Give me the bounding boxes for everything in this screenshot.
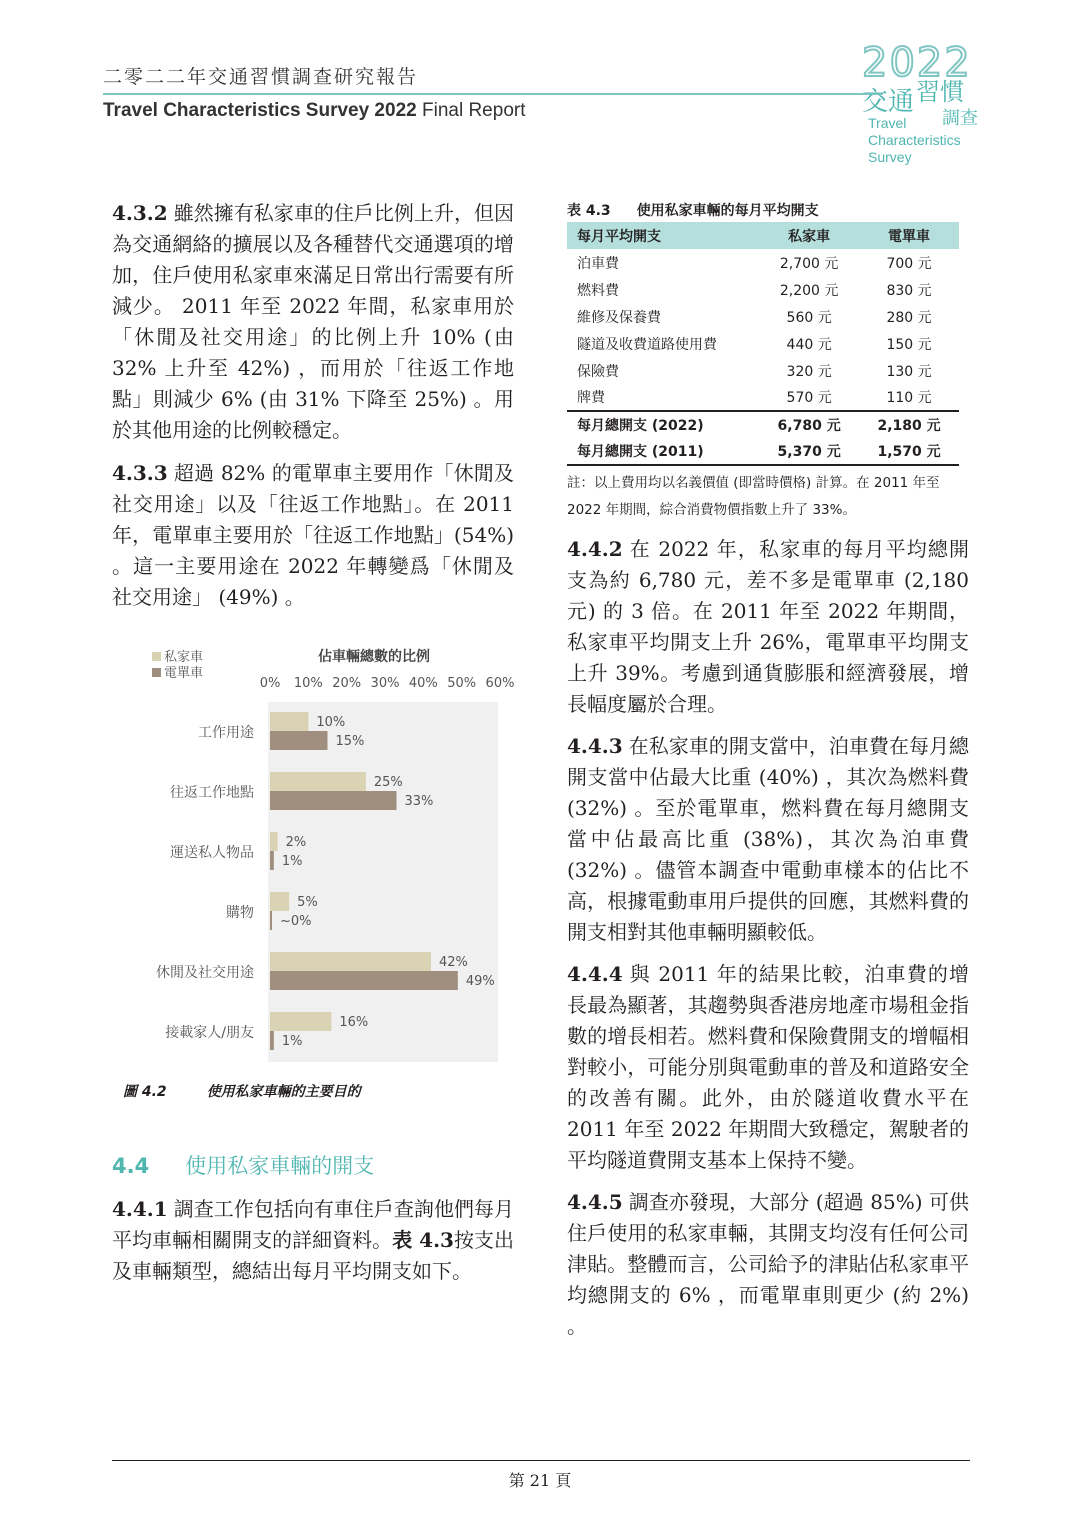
table-cell: 2,700 元	[779, 255, 839, 272]
table-cell: 560 元	[786, 309, 832, 326]
para-4-4-1	[112, 1194, 514, 1287]
table-row	[567, 357, 959, 384]
footer-divider	[112, 1460, 970, 1461]
para-text-a: 調查工作包括向有車住戶查詢他們每月平均車輛相關開支的詳細資料。	[112, 1197, 514, 1252]
bar-data-label: 16%	[339, 1015, 369, 1030]
para-text: 調查亦發現，大部分 (超過 85%) 可供住戶使用的私家車輛，其開支均沒有任何公司津貼。整體而言，公司給予的津貼佔私家車平均總開支的 6% ，而電單車則更少 (約 2%) 。	[567, 1190, 969, 1338]
category-label: 購物	[226, 905, 254, 921]
logo-en-3: Survey	[868, 149, 912, 165]
bar-motorcycle	[270, 911, 272, 930]
table-title	[567, 200, 819, 220]
table-cell: 320 元	[786, 363, 832, 380]
table-reference: 表 4.3	[392, 1228, 454, 1252]
legend-label-private-car: 私家車	[164, 650, 204, 665]
para-4-3-2	[112, 198, 514, 446]
right-column	[567, 534, 969, 1342]
bar-private-car	[270, 1012, 331, 1031]
table-cell: 維修及保養費	[577, 309, 661, 326]
table-cell: 燃料費	[577, 282, 619, 299]
figure-title: 使用私家車輛的主要目的	[206, 1084, 361, 1100]
bar-motorcycle	[270, 971, 458, 990]
table-header-cell: 私家車	[759, 222, 859, 249]
x-tick-label: 0%	[259, 676, 281, 691]
bar-data-label: ~0%	[280, 914, 312, 929]
bar-data-label: 2%	[285, 835, 307, 850]
bar-private-car	[270, 952, 431, 971]
left-column-bottom	[112, 1194, 514, 1287]
table-note: 註：以上費用均以名義價值 (即當時價格) 計算。在 2011 年至 2022 年期間，綜合消費物價指數上升了 33%。	[567, 475, 940, 518]
table-total-row	[567, 411, 959, 438]
header-title-en-regular: Final Report	[422, 100, 526, 121]
bar-motorcycle	[270, 851, 274, 870]
table-cell: 每月總開支 (2011)	[567, 438, 759, 465]
table-header-cell: 每月平均開支	[567, 222, 759, 249]
logo-zh-1: 交通	[862, 87, 915, 117]
table-cell: 110 元	[886, 390, 932, 406]
table-cell: 440 元	[786, 336, 832, 353]
table-cell: 保險費	[577, 363, 619, 380]
logo-zh-2: 習慣	[916, 78, 964, 106]
table-cell: 570 元	[786, 390, 832, 406]
x-tick-label: 20%	[332, 676, 362, 691]
table-caption: 使用私家車輛的每月平均開支	[636, 203, 819, 219]
x-tick-label: 40%	[408, 676, 438, 691]
logo-year: 2022	[862, 40, 972, 86]
x-tick-label: 60%	[485, 676, 515, 691]
table-total-row	[567, 438, 959, 465]
category-label: 往返工作地點	[170, 785, 254, 801]
para-text: 雖然擁有私家車的住戶比例上升，但因為交通網絡的擴展以及各種替代交通選項的增加，住戶使用私家車來滿足日常出行需要有所減少。 2011 年至 2022 年間，私家車用於「休閒及社交用途」的比例上升 10% (由 32% 上升至 42%) ，而用於「往返工作地點」則減少 6% (由 31% 下降至 25%) 。用於其他用途的比例較穩定。	[112, 201, 514, 442]
page-number: 第 21 頁	[508, 1471, 572, 1490]
header-divider	[103, 93, 883, 95]
para-4-3-3	[112, 458, 514, 613]
monthly-cost-table	[567, 222, 959, 466]
table-cell: 2,180 元	[859, 411, 959, 438]
para-text-b: 按支出及車輛類型，總結出每月平均開支如下。	[112, 1228, 515, 1283]
bar-data-label: 5%	[297, 895, 318, 910]
para-text: 超過 82% 的電單車主要用作「休閒及社交用途」以及「往返工作地點」。在 2011 年，電單車主要用於「往返工作地點」(54%) 。這一主要用途在 2022 年轉變爲「休閒及社交用途」 (49%) 。	[112, 461, 514, 609]
table-header-row	[567, 222, 959, 249]
table-cell: 6,780 元	[759, 411, 859, 438]
table-cell: 每月總開支 (2022)	[567, 411, 759, 438]
para-number: 4.4.4	[567, 962, 623, 986]
table-header-cell: 電單車	[859, 222, 959, 249]
x-tick-label: 50%	[447, 676, 477, 691]
table-cell: 5,370 元	[759, 438, 859, 465]
table-cell: 隧道及收費道路使用費	[577, 336, 717, 353]
bar-motorcycle	[270, 731, 328, 750]
x-tick-label: 10%	[293, 676, 323, 691]
legend-swatch-private-car	[152, 652, 161, 661]
figure-caption	[123, 1081, 361, 1101]
para-4-4-3	[567, 731, 969, 948]
table-cell: 130 元	[886, 363, 932, 380]
logo-en-2: Characteristics	[868, 132, 961, 148]
left-column-top	[112, 198, 514, 613]
table-row	[567, 276, 959, 303]
para-number: 4.4.3	[567, 734, 623, 758]
para-4-4-4	[567, 959, 969, 1176]
chart-plot-background	[268, 702, 498, 1062]
bar-data-label: 1%	[281, 854, 303, 869]
bar-motorcycle	[270, 1031, 274, 1050]
category-label: 接載家人/朋友	[165, 1025, 254, 1041]
table-cell: 830 元	[886, 282, 932, 299]
section-heading-4-4	[112, 1150, 374, 1180]
bar-data-label: 10%	[316, 715, 346, 730]
chart-title: 佔車輛總數的比例	[318, 649, 430, 665]
header-title-zh: 二零二二年交通習慣調查研究報告	[103, 66, 419, 88]
para-number: 4.4.5	[567, 1190, 623, 1214]
bar-private-car	[270, 712, 308, 731]
survey-logo	[856, 40, 1006, 170]
x-tick-label: 30%	[370, 676, 400, 691]
category-label: 休閒及社交用途	[156, 965, 254, 981]
bar-data-label: 33%	[404, 794, 434, 809]
table-cell: 1,570 元	[859, 438, 959, 465]
section-number: 4.4	[112, 1154, 150, 1178]
table-row	[567, 303, 959, 330]
header-title-en	[103, 100, 526, 122]
legend-label-motorcycle: 電單車	[164, 666, 204, 681]
category-label: 運送私人物品	[170, 845, 254, 861]
section-title: 使用私家車輛的開支	[185, 1154, 375, 1178]
table-cell: 2,200 元	[779, 282, 839, 299]
para-text: 在私家車的開支當中，泊車費在每月總開支當中佔最大比重 (40%) ，其次為燃料費 (32%) 。至於電單車，燃料費在每月總開支當中佔最高比重 (38%)，其次為泊車費 (32%) 。儘管本調查中電動車樣本的佔比不高，根據電動車用戶提供的回應，其燃料費的開支相對其他車輛明顯較低。	[567, 734, 969, 944]
bar-private-car	[270, 772, 366, 791]
table-cell: 280 元	[886, 309, 932, 326]
table-cell: 牌費	[577, 390, 605, 406]
bar-data-label: 49%	[465, 974, 495, 989]
logo-zh-3: 調查	[942, 108, 978, 129]
para-text: 在 2022 年，私家車的每月平均總開支為約 6,780 元，差不多是電單車 (2,180 元) 的 3 倍。在 2011 年至 2022 年期間，私家車平均開支上升 26%，電單車平均開支上升 39%。考慮到通貨膨脹和經濟發展，增長幅度屬於合理。	[567, 537, 969, 716]
legend-swatch-motorcycle	[152, 668, 161, 677]
bar-private-car	[270, 892, 289, 911]
header-title-en-bold: Travel Characteristics Survey 2022	[103, 100, 417, 121]
bar-data-label: 42%	[439, 955, 468, 970]
para-4-4-2	[567, 534, 969, 720]
table-row	[567, 330, 959, 357]
para-text: 與 2011 年的結果比較，泊車費的增長最為顯著，其趨勢與香港房地產市場租金指數的增長相若。燃料費和保險費開支的增幅相對較小，可能分別與電動車的普及和道路安全的改善有關。此外，由於隧道收費水平在 2011 年至 2022 年期間大致穩定，駕駛者的平均隧道費開支基本上保持不變。	[567, 962, 969, 1172]
para-number: 4.4.1	[112, 1197, 168, 1221]
table-cell: 150 元	[886, 336, 932, 353]
para-number: 4.3.3	[112, 461, 168, 485]
figure-number: 圖 4.2	[123, 1084, 167, 1100]
category-label: 工作用途	[198, 725, 254, 741]
table-cell: 700 元	[886, 255, 932, 272]
bar-data-label: 15%	[335, 734, 365, 749]
logo-en-1: Travel	[868, 115, 907, 131]
table-cell: 泊車費	[577, 255, 619, 272]
table-number: 表 4.3	[567, 203, 611, 219]
para-number: 4.3.2	[112, 201, 168, 225]
bar-data-label: 25%	[373, 775, 403, 790]
table-row	[567, 249, 959, 276]
bar-private-car	[270, 832, 278, 851]
para-number: 4.4.2	[567, 537, 623, 561]
para-4-4-5	[567, 1187, 969, 1342]
bar-data-label: 1%	[281, 1034, 303, 1049]
purpose-bar-chart	[112, 640, 522, 1070]
table-row	[567, 384, 959, 411]
bar-motorcycle	[270, 791, 397, 810]
